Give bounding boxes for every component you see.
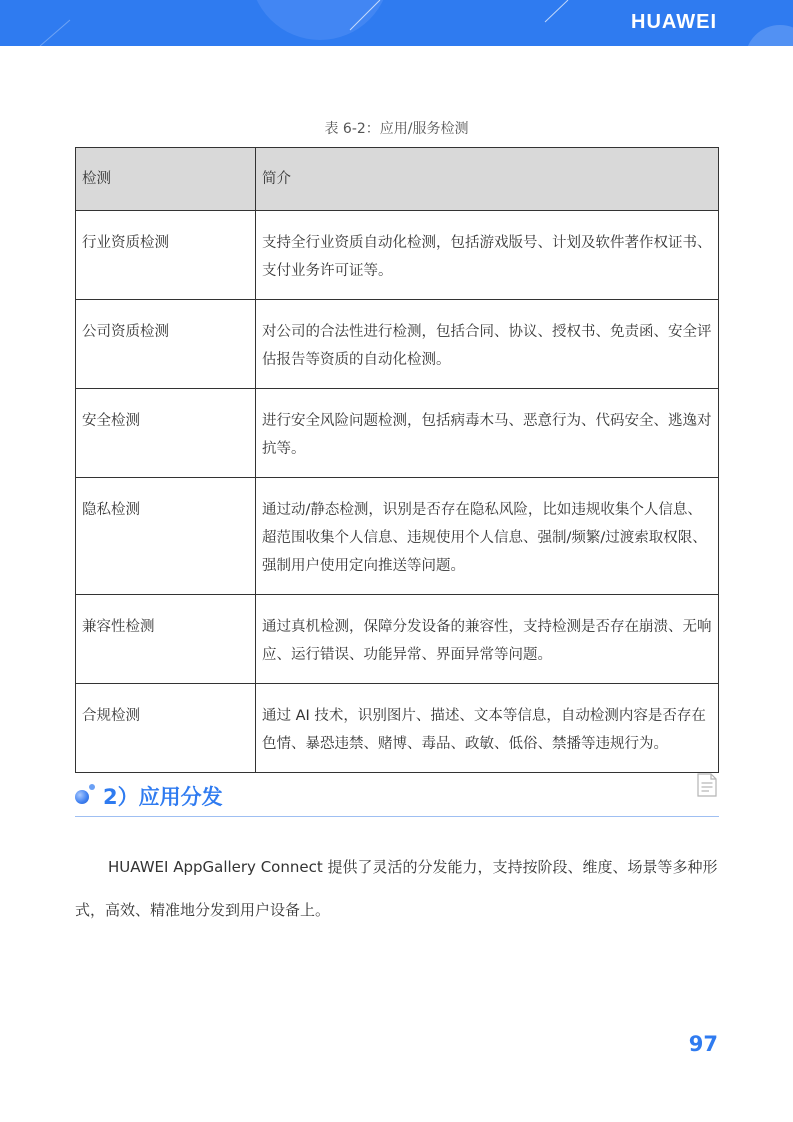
document-icon <box>695 772 719 798</box>
header-banner <box>0 0 793 46</box>
table-row <box>76 300 719 389</box>
section-title: 2）应用分发 <box>103 785 223 809</box>
brand-logo: HUAWEI <box>631 11 717 33</box>
bullet-dot-icon <box>75 790 89 804</box>
row-desc: 支持全行业资质自动化检测，包括游戏版号、计划及软件著作权证书、支付业务许可证等。 <box>256 211 719 300</box>
row-name: 兼容性检测 <box>76 595 256 684</box>
row-desc: 通过真机检测，保障分发设备的兼容性，支持检测是否存在崩溃、无响应、运行错误、功能异常、界面异常等问题。 <box>256 595 719 684</box>
detection-table <box>75 147 719 773</box>
bullet-small-dot-icon <box>89 784 95 790</box>
row-name: 公司资质检测 <box>76 300 256 389</box>
row-name: 安全检测 <box>76 389 256 478</box>
row-desc: 进行安全风险问题检测，包括病毒木马、恶意行为、代码安全、逃逸对抗等。 <box>256 389 719 478</box>
page-number: 97 <box>688 1032 718 1056</box>
row-name: 合规检测 <box>76 684 256 773</box>
table-row <box>76 211 719 300</box>
row-desc: 对公司的合法性进行检测，包括合同、协议、授权书、免责函、安全评估报告等资质的自动化检测。 <box>256 300 719 389</box>
header-cell-summary: 简介 <box>256 148 719 211</box>
table-row <box>76 595 719 684</box>
table-row <box>76 478 719 595</box>
row-name: 隐私检测 <box>76 478 256 595</box>
body-paragraph: HUAWEI AppGallery Connect 提供了灵活的分发能力，支持按阶段、维度、场景等多种形式，高效、精准地分发到用户设备上。 <box>75 858 718 919</box>
row-name: 行业资质检测 <box>76 211 256 300</box>
header-cell-detection: 检测 <box>76 148 256 211</box>
row-desc: 通过动/静态检测，识别是否存在隐私风险，比如违规收集个人信息、超范围收集个人信息、违规使用个人信息、强制/频繁/过渡索取权限、强制用户使用定向推送等问题。 <box>256 478 719 595</box>
table-row <box>76 684 719 773</box>
row-desc: 通过 AI 技术，识别图片、描述、文本等信息，自动检测内容是否存在色情、暴恐违禁、赌博、毒品、政敏、低俗、禁播等违规行为。 <box>256 684 719 773</box>
table-header-row <box>76 148 719 211</box>
table-caption: 表 6-2：应用/服务检测 <box>324 121 469 137</box>
section-header <box>75 778 719 817</box>
table-row <box>76 389 719 478</box>
